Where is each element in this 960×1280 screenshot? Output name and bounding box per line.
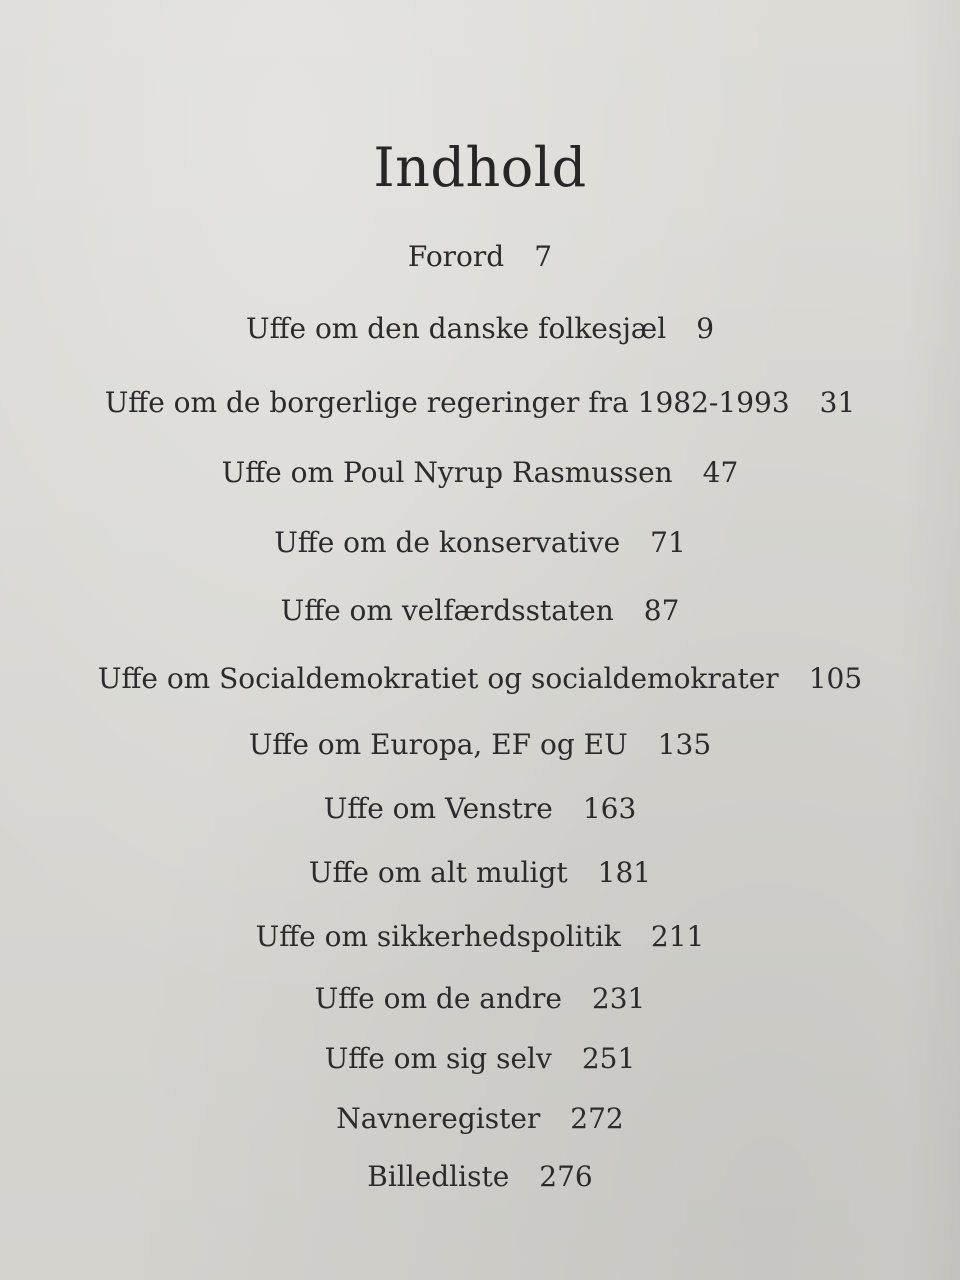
toc-entry-label: Uffe om alt muligt [308, 856, 568, 889]
toc-entry-label: Uffe om Poul Nyrup Rasmussen [221, 456, 673, 489]
toc-entry [0, 728, 960, 761]
toc-entry-label: Uffe om sig selv [324, 1042, 552, 1075]
toc-entry-label: Uffe om sikkerhedspolitik [255, 920, 621, 953]
toc-entry-page: 272 [570, 1102, 624, 1135]
toc-entry [0, 920, 960, 953]
toc-entry-page: 163 [582, 792, 637, 825]
toc-entry-page: 276 [539, 1160, 593, 1193]
toc-entry-page: 231 [591, 982, 646, 1015]
toc-entry [0, 856, 960, 889]
toc-entry [0, 526, 960, 559]
page-edge-shadow [900, 0, 960, 1280]
toc-entry-page: 251 [581, 1042, 636, 1075]
toc-entry-label: Billedliste [367, 1160, 510, 1193]
toc-entry [0, 594, 960, 627]
toc-entry-page: 87 [643, 594, 680, 627]
toc-entry-label: Uffe om Socialdemokratiet og socialdemokrater [97, 662, 779, 695]
toc-entry-page: 47 [702, 456, 739, 489]
toc-entry-label: Uffe om de borgerlige regeringer fra 1982-1993 [104, 386, 790, 419]
toc-entry-label: Forord [407, 240, 505, 273]
toc-entry [0, 1160, 960, 1193]
toc-entry [0, 982, 960, 1015]
toc-entry [0, 456, 960, 489]
toc-entry-label: Uffe om Europa, EF og EU [248, 728, 628, 761]
toc-entry [0, 1042, 960, 1075]
toc-entry [0, 312, 960, 345]
toc-entry-label: Navneregister [336, 1102, 541, 1135]
toc-entry-page: 31 [819, 386, 856, 419]
toc-entry-page: 135 [657, 728, 712, 761]
toc-entry [0, 1102, 960, 1135]
toc-entry-page: 7 [534, 240, 553, 273]
toc-entry-label: Uffe om de andre [314, 982, 562, 1015]
toc-entry [0, 792, 960, 825]
toc-entry-label: Uffe om velfærdsstaten [280, 594, 614, 627]
toc-entry-page: 9 [696, 312, 715, 345]
toc-entry-label: Uffe om Venstre [323, 792, 553, 825]
toc-entry-page: 71 [650, 526, 686, 559]
toc-entry [0, 662, 960, 695]
toc-entry-label: Uffe om de konservative [274, 526, 621, 559]
toc-entry [0, 386, 960, 419]
toc-entry-page: 181 [597, 856, 652, 889]
toc-entry-page: 211 [650, 920, 705, 953]
page-title: Indhold [373, 136, 587, 199]
toc-entry-label: Uffe om den danske folkesjæl [245, 312, 667, 345]
toc-entry [0, 240, 960, 273]
toc-entry-page: 105 [808, 662, 863, 695]
